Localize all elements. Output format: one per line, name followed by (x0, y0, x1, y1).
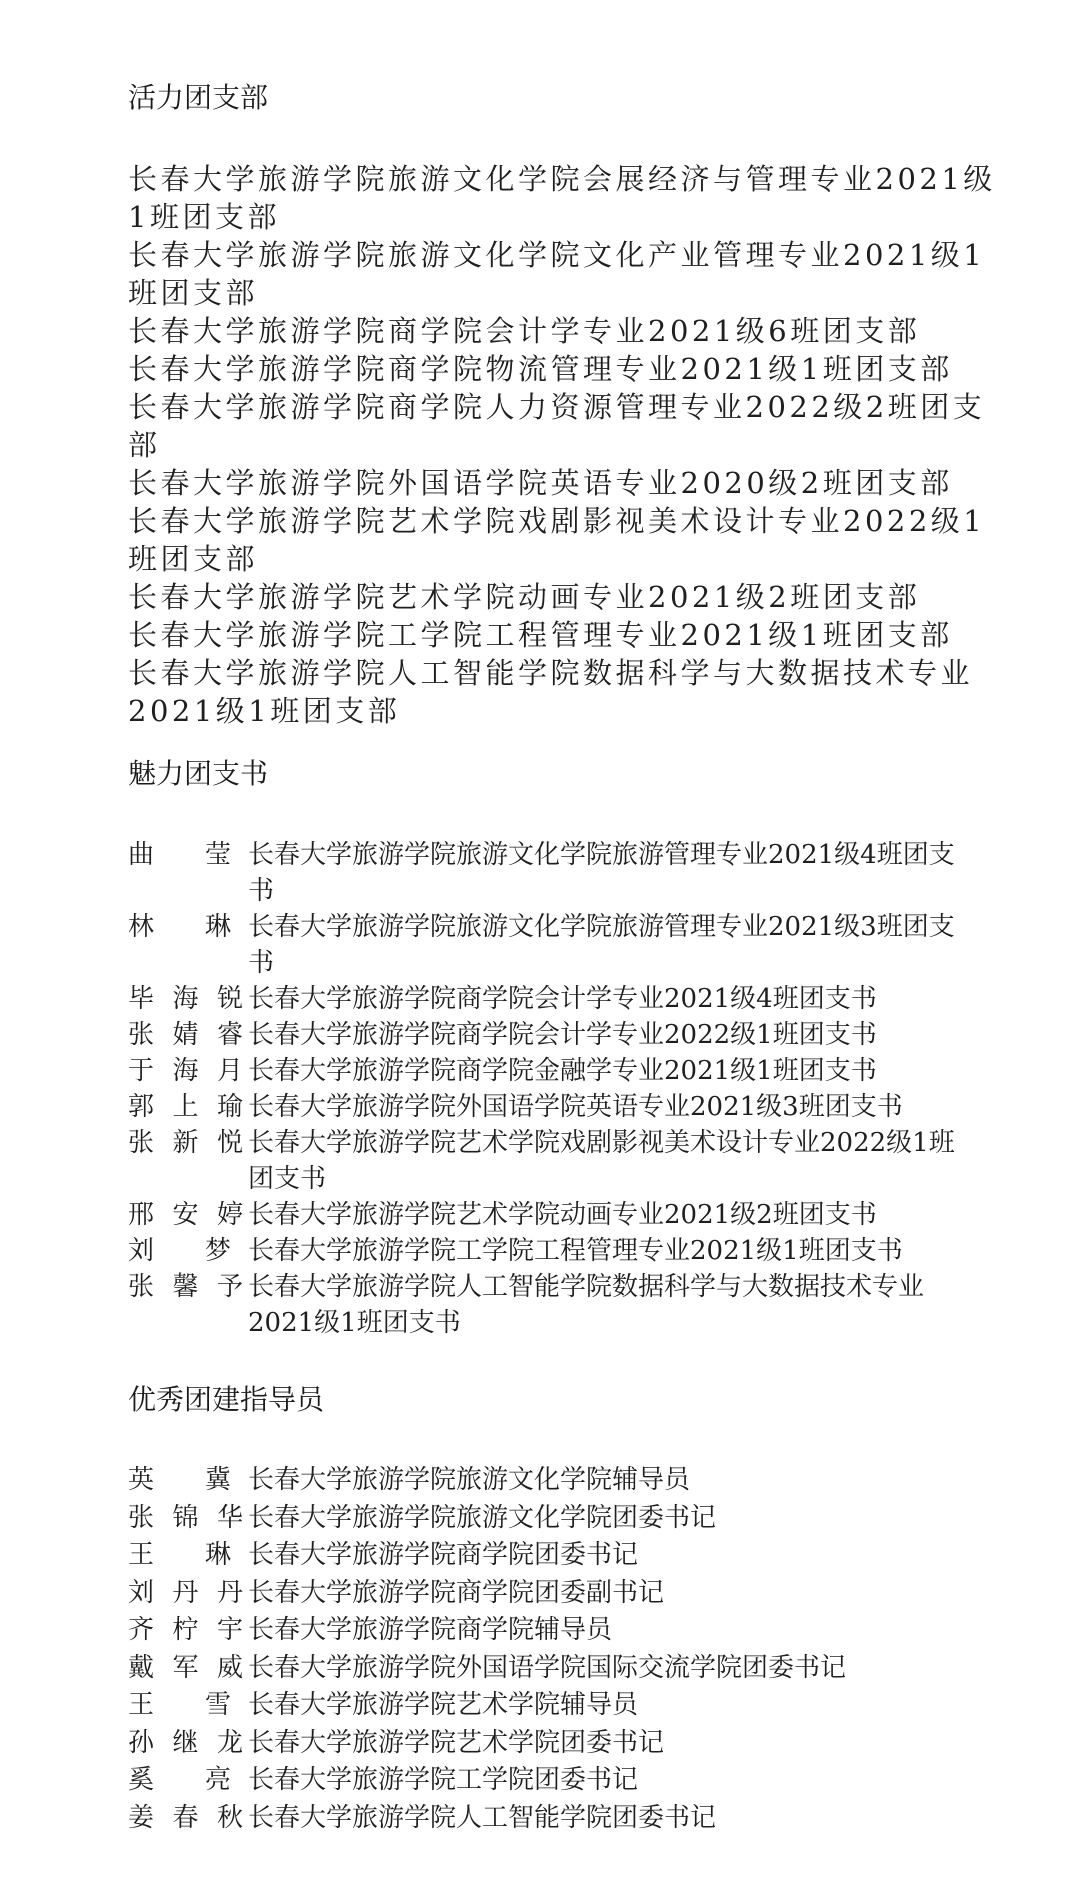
person-description: 长春大学旅游学院商学院团委副书记 (248, 1577, 665, 1608)
branch-item: 长春大学旅游学院商学院物流管理专业2021级1班团支部 (128, 352, 953, 386)
person-description: 长春大学旅游学院旅游文化学院旅游管理专业2021级4班团支书 (248, 840, 955, 906)
person-row (128, 1575, 1000, 1613)
person-description: 长春大学旅游学院工学院工程管理专业2021级1班团支书 (248, 1236, 903, 1266)
person-description: 长春大学旅游学院外国语学院英语专业2021级3班团支书 (248, 1092, 903, 1122)
branch-item: 长春大学旅游学院艺术学院动画专业2021级2班团支部 (128, 580, 921, 614)
branch-item: 长春大学旅游学院艺术学院戏剧影视美术设计专业2022级1班团支部 (128, 504, 986, 576)
person-name: 曲莹 (128, 840, 231, 870)
charm-secretary-list (128, 837, 1000, 1341)
vitality-branch-list (128, 160, 1000, 730)
person-row (128, 1197, 1000, 1233)
person-name: 邢安婷 (128, 1200, 243, 1230)
person-name: 姜春秋 (128, 1802, 243, 1833)
person-name: 奚亮 (128, 1765, 231, 1795)
person-name: 张新悦 (128, 1128, 243, 1158)
person-row (128, 1269, 1000, 1341)
charm-secretary-heading: 魅力团支书 (128, 757, 269, 790)
charm-secretary-section (128, 756, 1000, 1341)
person-name: 张婧睿 (128, 1020, 243, 1050)
person-name: 于海月 (128, 1056, 243, 1086)
person-description: 长春大学旅游学院外国语学院国际交流学院团委书记 (248, 1652, 847, 1683)
person-description: 长春大学旅游学院商学院金融学专业2021级1班团支书 (248, 1056, 877, 1086)
person-row (128, 1462, 1000, 1500)
person-name: 王雪 (128, 1690, 231, 1720)
branch-item: 长春大学旅游学院外国语学院英语专业2020级2班团支部 (128, 466, 953, 500)
person-row (128, 1725, 1000, 1763)
person-row (128, 837, 1000, 909)
person-description: 长春大学旅游学院商学院会计学专业2021级4班团支书 (248, 984, 877, 1014)
person-description: 长春大学旅游学院商学院团委书记 (248, 1540, 639, 1570)
person-name: 王琳 (128, 1540, 231, 1570)
person-row (128, 1612, 1000, 1650)
person-row (128, 1017, 1000, 1053)
person-name: 刘梦 (128, 1236, 231, 1266)
branch-item: 长春大学旅游学院旅游文化学院文化产业管理专业2021级1班团支部 (128, 238, 986, 310)
person-name: 戴军威 (128, 1652, 243, 1683)
person-row (128, 1800, 1000, 1838)
person-row (128, 1762, 1000, 1800)
person-row (128, 909, 1000, 981)
person-row (128, 1650, 1000, 1688)
person-description: 长春大学旅游学院旅游文化学院旅游管理专业2021级3班团支书 (248, 912, 955, 978)
person-row (128, 1053, 1000, 1089)
branch-item: 长春大学旅游学院商学院会计学专业2021级6班团支部 (128, 314, 921, 348)
branch-item: 长春大学旅游学院工学院工程管理专业2021级1班团支部 (128, 618, 953, 652)
person-description: 长春大学旅游学院旅游文化学院辅导员 (248, 1465, 691, 1495)
person-row (128, 1537, 1000, 1575)
person-name: 郭上瑜 (128, 1092, 243, 1122)
vitality-branch-section (128, 80, 1000, 730)
person-row (128, 1233, 1000, 1269)
person-description: 长春大学旅游学院工学院团委书记 (248, 1765, 639, 1795)
branch-item: 长春大学旅游学院旅游文化学院会展经济与管理专业2021级1班团支部 (128, 162, 996, 234)
person-row (128, 1687, 1000, 1725)
person-description: 长春大学旅游学院商学院辅导员 (248, 1615, 613, 1645)
branch-item: 长春大学旅游学院商学院人力资源管理专业2022级2班团支部 (128, 390, 986, 462)
person-name: 英冀 (128, 1465, 231, 1495)
person-description: 长春大学旅游学院旅游文化学院团委书记 (248, 1502, 717, 1533)
person-name: 孙继龙 (128, 1727, 243, 1758)
person-name: 刘丹丹 (128, 1577, 243, 1608)
person-name: 张馨予 (128, 1272, 243, 1302)
person-name: 林琳 (128, 912, 231, 942)
excellent-instructor-section (128, 1382, 1000, 1837)
person-description: 长春大学旅游学院人工智能学院数据科学与大数据技术专业2021级1班团支书 (248, 1272, 925, 1338)
person-description: 长春大学旅游学院商学院会计学专业2022级1班团支书 (248, 1020, 877, 1050)
person-description: 长春大学旅游学院艺术学院戏剧影视美术设计专业2022级1班团支书 (248, 1128, 955, 1194)
person-description: 长春大学旅游学院人工智能学院团委书记 (248, 1802, 717, 1833)
vitality-branch-heading: 活力团支部 (128, 81, 269, 114)
excellent-instructor-list (128, 1462, 1000, 1837)
person-name: 毕海锐 (128, 984, 243, 1014)
person-name: 齐柠宇 (128, 1615, 243, 1645)
excellent-instructor-heading: 优秀团建指导员 (128, 1383, 325, 1416)
person-row (128, 1125, 1000, 1197)
person-description: 长春大学旅游学院艺术学院辅导员 (248, 1690, 639, 1720)
person-description: 长春大学旅游学院艺术学院动画专业2021级2班团支书 (248, 1200, 877, 1230)
person-row (128, 1089, 1000, 1125)
person-description: 长春大学旅游学院艺术学院团委书记 (248, 1727, 665, 1758)
person-row (128, 981, 1000, 1017)
person-row (128, 1500, 1000, 1538)
person-name: 张锦华 (128, 1502, 243, 1533)
branch-item: 长春大学旅游学院人工智能学院数据科学与大数据技术专业2021级1班团支部 (128, 656, 974, 728)
